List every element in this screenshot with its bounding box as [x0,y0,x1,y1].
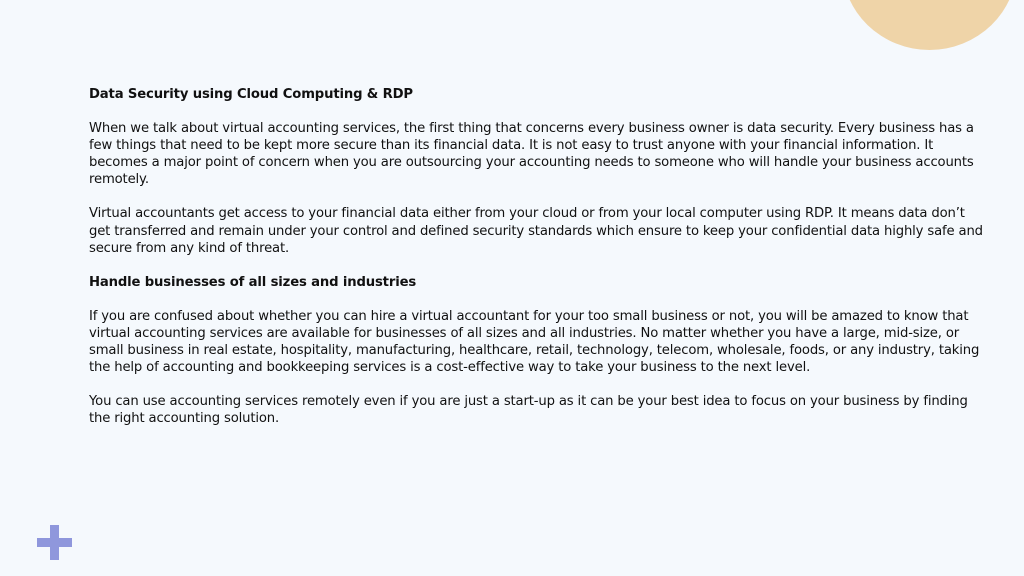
corner-decoration-shape [842,0,1017,50]
paragraph-data-security-2: Virtual accountants get access to your financial data either from your cloud or from your local computer using RDP. It means data don’t get transferred and remain under your control and defined security standards which ensure to keep your confidential data highly safe and secure from any kind of threat. [89,206,983,256]
plus-icon [37,525,72,560]
document-body [89,86,984,444]
paragraph-business-sizes-2: You can use accounting services remotely even if you are just a start-up as it can be your best idea to focus on your business by finding the right accounting solution. [89,394,968,427]
paragraph-data-security-1: When we talk about virtual accounting services, the first thing that concerns every business owner is data security. Every business has a few things that need to be kept more secure than its financial data. It is not easy to trust anyone with your financial information. It becomes a major point of concern when you are outsourcing your accounting needs to someone who will handle your business accounts remotely. [89,121,974,188]
plus-icon-vertical-bar [50,525,59,560]
paragraph-business-sizes-1: If you are confused about whether you can hire a virtual accountant for your too small business or not, you will be amazed to know that virtual accounting services are available for businesses of all sizes and all industries. No matter whether you have a large, mid-size, or small business in real estate, hospitality, manufacturing, healthcare, retail, technology, telecom, wholesale, foods, or any industry, taking the help of accounting and bookkeeping services is a cost-effective way to take your business to the next level. [89,308,980,376]
section-heading-business-sizes: Handle businesses of all sizes and industries [89,274,417,290]
section-heading-data-security: Data Security using Cloud Computing & RDP [89,87,413,102]
